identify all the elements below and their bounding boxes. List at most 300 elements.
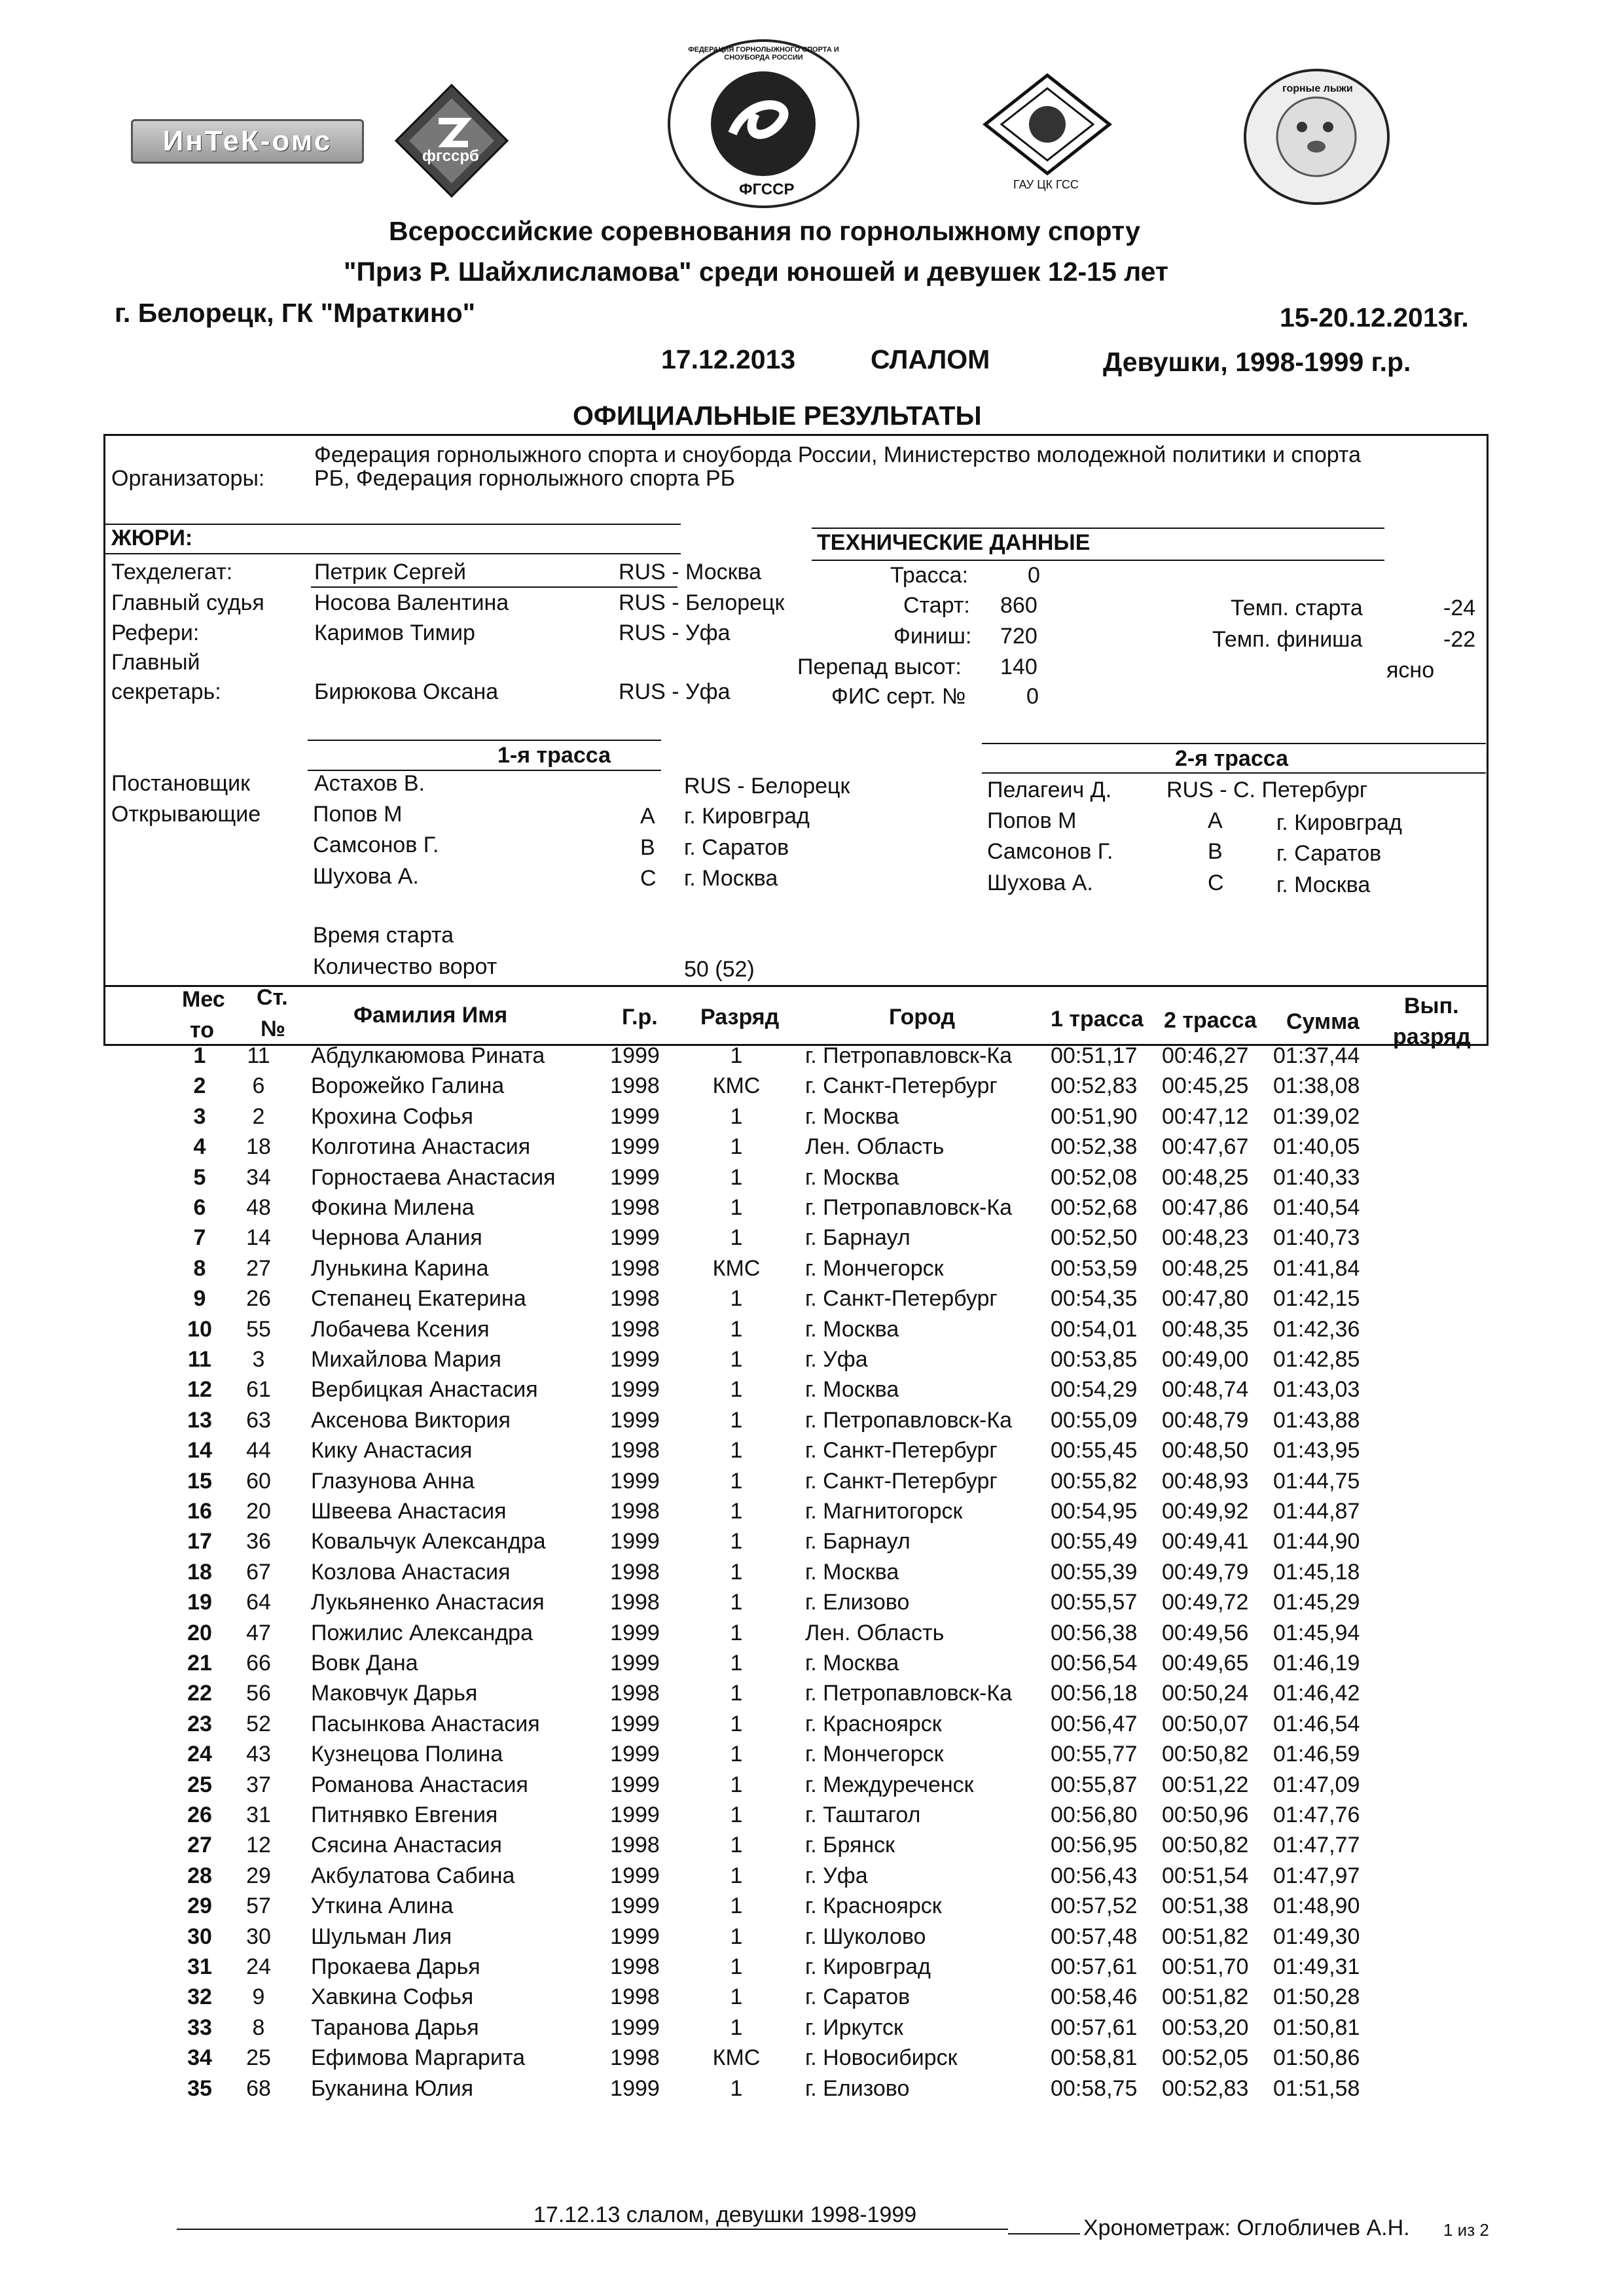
- name-cell: Горностаева Анастасия: [311, 1164, 556, 1190]
- bib-cell: 52: [246, 1711, 271, 1736]
- rank-cell: 1: [730, 1803, 743, 1827]
- rank-cell: 1: [730, 1954, 743, 1979]
- name-cell: Маковчук Дарья: [311, 1681, 478, 1706]
- rank-cell: 1: [730, 1772, 743, 1797]
- year-cell: 1998: [610, 1590, 660, 1615]
- setter-label: Постановщик: [111, 771, 251, 796]
- jury-divider: [311, 586, 677, 588]
- name-cell: Таранова Дарья: [311, 2015, 479, 2040]
- run1-cell: 00:54,95: [1051, 1499, 1138, 1524]
- run2-cell: 00:45,25: [1162, 1073, 1249, 1099]
- city-cell: г. Уфа: [805, 1863, 868, 1888]
- total-cell: 01:42,15: [1273, 1286, 1360, 1312]
- city-cell: г. Санкт-Петербург: [805, 1438, 998, 1463]
- run2-cell: 00:51,22: [1162, 1772, 1249, 1797]
- openers-label: Открывающие: [111, 802, 261, 827]
- run2-cell: 00:48,25: [1162, 1164, 1249, 1190]
- bib-cell: 8: [252, 2015, 265, 2040]
- bib-cell: 25: [246, 2045, 271, 2071]
- run2-cell: 00:49,41: [1162, 1529, 1249, 1554]
- name-cell: Кику Анастасия: [311, 1438, 473, 1463]
- rank-cell: 1: [730, 1468, 743, 1494]
- table-row: [154, 1195, 1437, 1225]
- year-cell: 1998: [610, 2045, 660, 2071]
- city-cell: г. Петропавловск-Ка: [805, 1195, 1013, 1220]
- year-cell: 1999: [610, 1529, 660, 1554]
- name-cell: Колготина Анастасия: [311, 1134, 531, 1160]
- total-cell: 01:40,05: [1273, 1134, 1360, 1160]
- city-cell: г. Санкт-Петербург: [805, 1468, 998, 1494]
- run2-cell: 00:46,27: [1162, 1043, 1249, 1068]
- run2-cell: 00:48,79: [1162, 1407, 1249, 1433]
- temp-start-label: Темп. старта: [1231, 596, 1363, 620]
- run2-cell: 00:49,65: [1162, 1651, 1249, 1676]
- run1-cell: 00:58,75: [1051, 2075, 1138, 2101]
- category: Девушки, 1998-1999 г.р.: [1103, 347, 1411, 377]
- bib-cell: 68: [246, 2075, 271, 2101]
- table-row: [154, 1772, 1437, 1803]
- course1-title: 1-я трасса: [497, 743, 611, 768]
- tech-title: ТЕХНИЧЕСКИЕ ДАННЫЕ: [817, 530, 1091, 555]
- rank-cell: 1: [730, 1043, 743, 1068]
- name-cell: Швеева Анастасия: [311, 1499, 507, 1524]
- total-cell: 01:38,08: [1273, 1073, 1360, 1099]
- run1-cell: 00:52,83: [1051, 1073, 1138, 1099]
- total-cell: 01:44,90: [1273, 1529, 1360, 1554]
- footer-page: 1 из 2: [1443, 2220, 1489, 2240]
- name-cell: Кузнецова Полина: [311, 1742, 503, 1767]
- organizers-text-2: РБ, Федерация горнолыжного спорта РБ: [314, 466, 735, 491]
- city-cell: г. Мончегорск: [805, 1255, 944, 1281]
- course1-opener-city: г. Кировград: [684, 804, 810, 829]
- total-cell: 01:45,94: [1273, 1620, 1360, 1645]
- bib-cell: 44: [246, 1438, 271, 1463]
- bib-cell: 56: [246, 1681, 271, 1706]
- run2-cell: 00:49,00: [1162, 1347, 1249, 1372]
- place-cell: 2: [193, 1073, 206, 1099]
- run2-cell: 00:51,70: [1162, 1954, 1249, 1979]
- table-row: [154, 1469, 1437, 1499]
- jury-name: Каримов Тимир: [314, 620, 475, 645]
- run1-cell: 00:55,39: [1051, 1559, 1138, 1585]
- col-header-earned-rank: Вып.: [1404, 994, 1459, 1018]
- bib-cell: 6: [252, 1073, 265, 1099]
- run2-cell: 00:50,82: [1162, 1833, 1249, 1858]
- total-cell: 01:46,59: [1273, 1742, 1360, 1767]
- run1-cell: 00:55,87: [1051, 1772, 1138, 1797]
- city-cell: г. Москва: [805, 1377, 899, 1403]
- tech-value: 0: [1028, 563, 1040, 588]
- table-row: [154, 1621, 1437, 1651]
- gau-emblem-icon: [982, 72, 1113, 177]
- rank-cell: 1: [730, 1529, 743, 1554]
- bib-cell: 9: [252, 1984, 265, 2010]
- course2-bottom-rule: [982, 772, 1486, 774]
- total-cell: 01:46,19: [1273, 1651, 1360, 1676]
- table-row: [154, 1803, 1437, 1833]
- table-row: [154, 1863, 1437, 1893]
- total-cell: 01:37,44: [1273, 1043, 1360, 1068]
- organizers-label: Организаторы:: [111, 466, 265, 491]
- place-cell: 23: [187, 1711, 212, 1736]
- total-cell: 01:47,76: [1273, 1803, 1360, 1827]
- jury-name: Бирюкова Оксана: [314, 679, 499, 704]
- course2-setter-org: RUS - С. Петербург: [1166, 778, 1368, 802]
- total-cell: 01:43,95: [1273, 1438, 1360, 1463]
- run1-cell: 00:52,50: [1051, 1225, 1138, 1251]
- run1-cell: 00:53,85: [1051, 1347, 1138, 1372]
- course2-opener-name: Попов М: [987, 808, 1077, 833]
- rank-cell: 1: [730, 1438, 743, 1463]
- total-cell: 01:47,09: [1273, 1772, 1360, 1797]
- total-cell: 01:45,18: [1273, 1559, 1360, 1585]
- footer-timing: Хронометраж: Оглобличев А.Н.: [1083, 2215, 1410, 2240]
- run2-cell: 00:49,92: [1162, 1499, 1249, 1524]
- bib-cell: 57: [246, 1893, 271, 1919]
- bib-cell: 47: [246, 1620, 271, 1645]
- table-row: [154, 1924, 1437, 1954]
- jury-org: RUS - Уфа: [619, 679, 731, 704]
- table-row: [154, 1347, 1437, 1377]
- place-cell: 3: [193, 1103, 206, 1129]
- year-cell: 1998: [610, 1954, 660, 1979]
- city-cell: г. Санкт-Петербург: [805, 1286, 998, 1312]
- year-cell: 1999: [610, 1651, 660, 1676]
- city-cell: г. Москва: [805, 1103, 899, 1129]
- name-cell: Уткина Алина: [311, 1893, 454, 1919]
- run1-cell: 00:56,38: [1051, 1620, 1138, 1645]
- table-row: [154, 1712, 1437, 1742]
- tech-top-rule: [812, 528, 1384, 529]
- place-cell: 32: [187, 1984, 212, 2010]
- rank-cell: 1: [730, 1742, 743, 1767]
- run1-cell: 00:55,49: [1051, 1529, 1138, 1554]
- rank-cell: 1: [730, 1286, 743, 1312]
- year-cell: 1999: [610, 1103, 660, 1129]
- run2-cell: 00:50,96: [1162, 1803, 1249, 1827]
- tech-bottom-rule: [812, 560, 1384, 561]
- name-cell: Лунькина Карина: [311, 1255, 489, 1281]
- course2-opener-letter: C: [1208, 870, 1224, 895]
- run2-cell: 00:47,67: [1162, 1134, 1249, 1160]
- year-cell: 1999: [610, 2015, 660, 2040]
- name-cell: Прокаева Дарья: [311, 1954, 480, 1979]
- run1-cell: 00:58,81: [1051, 2045, 1138, 2071]
- course2-opener-city: г. Москва: [1276, 872, 1371, 897]
- place-cell: 19: [187, 1590, 212, 1615]
- name-cell: Глазунова Анна: [311, 1468, 475, 1494]
- city-cell: г. Новосибирск: [805, 2045, 958, 2071]
- tech-value: 140: [1000, 655, 1038, 679]
- name-cell: Вовк Дана: [311, 1651, 418, 1676]
- run2-cell: 00:48,35: [1162, 1316, 1249, 1342]
- course1-top-rule: [308, 740, 661, 741]
- fgssr-text: ФГССР: [739, 181, 795, 198]
- organizers-text-1: Федерация горнолыжного спорта и сноуборда России, Министерство молодежной политики и спорта: [314, 442, 1362, 467]
- total-cell: 01:50,86: [1273, 2045, 1360, 2071]
- total-cell: 01:46,42: [1273, 1681, 1360, 1706]
- city-cell: г. Елизово: [805, 2075, 910, 2101]
- name-cell: Буканина Юлия: [311, 2075, 474, 2101]
- total-cell: 01:43,03: [1273, 1377, 1360, 1403]
- bib-cell: 37: [246, 1772, 271, 1797]
- event-dates: 15-20.12.2013г.: [1280, 302, 1469, 332]
- col-header-bib: №: [261, 1016, 285, 1041]
- city-cell: г. Петропавловск-Ка: [805, 1043, 1013, 1068]
- total-cell: 01:49,30: [1273, 1924, 1360, 1949]
- rank-cell: 1: [730, 1103, 743, 1129]
- bib-cell: 34: [246, 1164, 271, 1190]
- table-row: [154, 1742, 1437, 1772]
- city-cell: г. Петропавловск-Ка: [805, 1407, 1013, 1433]
- total-cell: 01:48,90: [1273, 1893, 1360, 1919]
- rank-cell: 1: [730, 1134, 743, 1160]
- course1-opener-letter: C: [640, 866, 657, 891]
- run1-cell: 00:54,35: [1051, 1286, 1138, 1312]
- place-cell: 21: [187, 1651, 212, 1676]
- place-cell: 29: [187, 1893, 212, 1919]
- fgssrb-emblem-icon: [393, 82, 511, 200]
- table-row: [154, 1225, 1437, 1255]
- bib-cell: 64: [246, 1590, 271, 1615]
- total-cell: 01:47,97: [1273, 1863, 1360, 1888]
- table-row: [154, 1529, 1437, 1559]
- bib-cell: 30: [246, 1924, 271, 1949]
- temp-start-value: -24: [1443, 596, 1476, 620]
- course2-top-rule: [982, 743, 1486, 744]
- rank-cell: 1: [730, 1559, 743, 1585]
- col-header-name: Фамилия Имя: [353, 1003, 508, 1028]
- bib-cell: 55: [246, 1316, 271, 1342]
- total-cell: 01:46,54: [1273, 1711, 1360, 1736]
- run1-cell: 00:57,48: [1051, 1924, 1138, 1949]
- city-cell: г. Уфа: [805, 1347, 868, 1372]
- gau-text: ГАУ ЦК ГСС: [1013, 178, 1079, 191]
- place-cell: 6: [193, 1195, 206, 1220]
- table-row: [154, 1256, 1437, 1286]
- year-cell: 1999: [610, 1134, 660, 1160]
- table-row: [154, 1134, 1437, 1164]
- bib-cell: 67: [246, 1559, 271, 1585]
- run2-cell: 00:48,50: [1162, 1438, 1249, 1463]
- temp-finish-label: Темп. финиша: [1212, 627, 1363, 652]
- bib-cell: 43: [246, 1742, 271, 1767]
- year-cell: 1998: [610, 1195, 660, 1220]
- rank-cell: 1: [730, 1651, 743, 1676]
- rank-cell: КМС: [712, 1255, 761, 1281]
- name-cell: Хавкина Софья: [311, 1984, 474, 2010]
- place-cell: 15: [187, 1468, 212, 1494]
- name-cell: Вербицкая Анастасия: [311, 1377, 538, 1403]
- event-place: г. Белорецк, ГК "Мраткино": [115, 298, 476, 328]
- run1-cell: 00:55,82: [1051, 1468, 1138, 1494]
- temp-finish-value: -22: [1443, 627, 1476, 652]
- jury-org: RUS - Белорецк: [619, 590, 785, 615]
- place-cell: 24: [187, 1742, 212, 1767]
- run2-cell: 00:51,82: [1162, 1984, 1249, 2010]
- city-cell: г. Барнаул: [805, 1225, 911, 1251]
- course1-opener-letter: A: [640, 804, 655, 829]
- bib-cell: 48: [246, 1195, 271, 1220]
- run1-cell: 00:56,18: [1051, 1681, 1138, 1706]
- bib-cell: 63: [246, 1407, 271, 1433]
- name-cell: Питнявко Евгения: [311, 1803, 498, 1827]
- place-cell: 22: [187, 1681, 212, 1706]
- year-cell: 1999: [610, 1893, 660, 1919]
- city-cell: г. Магнитогорск: [805, 1499, 963, 1524]
- run1-cell: 00:56,43: [1051, 1863, 1138, 1888]
- year-cell: 1998: [610, 1833, 660, 1858]
- bib-cell: 2: [252, 1103, 265, 1129]
- run1-cell: 00:56,80: [1051, 1803, 1138, 1827]
- event-subtitle: "Приз Р. Шайхлисламова" среди юношей и девушек 12-15 лет: [344, 257, 1169, 287]
- gates-label: Количество ворот: [313, 954, 497, 979]
- col-header-place: то: [190, 1018, 214, 1043]
- run2-cell: 00:51,38: [1162, 1893, 1249, 1919]
- rank-cell: 1: [730, 1377, 743, 1403]
- bib-cell: 26: [246, 1286, 271, 1312]
- course1-opener-letter: B: [640, 835, 655, 860]
- name-cell: Пожилис Александра: [311, 1620, 533, 1645]
- total-cell: 01:39,02: [1273, 1103, 1360, 1129]
- place-cell: 5: [193, 1164, 206, 1190]
- tech-label: Трасса:: [890, 563, 969, 588]
- gates-value: 50 (52): [684, 957, 755, 982]
- year-cell: 1999: [610, 1407, 660, 1433]
- city-cell: г. Москва: [805, 1164, 899, 1190]
- tech-label: ФИС серт. №: [831, 684, 966, 709]
- table-row: [154, 1499, 1437, 1529]
- city-cell: г. Красноярск: [805, 1893, 942, 1919]
- place-cell: 7: [193, 1225, 206, 1251]
- bib-cell: 31: [246, 1803, 271, 1827]
- place-cell: 10: [187, 1316, 212, 1342]
- run2-cell: 00:49,72: [1162, 1590, 1249, 1615]
- rank-cell: 1: [730, 1984, 743, 2010]
- run2-cell: 00:48,23: [1162, 1225, 1249, 1251]
- year-cell: 1998: [610, 1681, 660, 1706]
- table-row: [154, 1317, 1437, 1347]
- table-row: [154, 1560, 1437, 1590]
- place-cell: 30: [187, 1924, 212, 1949]
- name-cell: Фокина Милена: [311, 1195, 475, 1220]
- name-cell: Чернова Алания: [311, 1225, 482, 1251]
- name-cell: Лукьяненко Анастасия: [311, 1590, 545, 1615]
- run1-cell: 00:55,77: [1051, 1742, 1138, 1767]
- run1-cell: 00:54,29: [1051, 1377, 1138, 1403]
- col-header-bib: Ст.: [257, 985, 288, 1010]
- table-row: [154, 1408, 1437, 1438]
- total-cell: 01:40,33: [1273, 1164, 1360, 1190]
- run2-cell: 00:51,82: [1162, 1924, 1249, 1949]
- city-cell: Лен. Область: [805, 1134, 945, 1160]
- table-row: [154, 2015, 1437, 2045]
- table-header-top-rule: [103, 985, 1489, 987]
- year-cell: 1998: [610, 1438, 660, 1463]
- run2-cell: 00:47,80: [1162, 1286, 1249, 1312]
- tech-label: Перепад высот:: [797, 655, 962, 679]
- run2-cell: 00:52,05: [1162, 2045, 1249, 2071]
- run1-cell: 00:53,59: [1051, 1255, 1138, 1281]
- year-cell: 1999: [610, 1742, 660, 1767]
- table-row: [154, 1377, 1437, 1407]
- city-cell: г. Саратов: [805, 1984, 911, 2010]
- course2-opener-letter: A: [1208, 808, 1223, 833]
- run1-cell: 00:52,38: [1051, 1134, 1138, 1160]
- course2-setter: Пелагеич Д.: [987, 778, 1112, 802]
- city-cell: г. Барнаул: [805, 1529, 911, 1554]
- rank-cell: КМС: [712, 2045, 761, 2071]
- name-cell: Ковальчук Александра: [311, 1529, 546, 1554]
- tech-value: 720: [1000, 624, 1038, 649]
- col-header-rank: Разряд: [700, 1005, 780, 1030]
- run2-cell: 00:52,83: [1162, 2075, 1249, 2101]
- city-cell: г. Шуколово: [805, 1924, 926, 1949]
- course1-opener-name: Попов М: [313, 802, 403, 827]
- run1-cell: 00:55,45: [1051, 1438, 1138, 1463]
- total-cell: 01:43,88: [1273, 1407, 1360, 1433]
- table-row: [154, 1833, 1437, 1863]
- year-cell: 1999: [610, 1164, 660, 1190]
- place-cell: 12: [187, 1377, 212, 1403]
- place-cell: 17: [187, 1529, 212, 1554]
- rank-cell: 1: [730, 1316, 743, 1342]
- infobox-top-border: [103, 434, 1489, 436]
- place-cell: 20: [187, 1620, 212, 1645]
- run1-cell: 00:55,57: [1051, 1590, 1138, 1615]
- run2-cell: 00:47,12: [1162, 1103, 1249, 1129]
- year-cell: 1998: [610, 1286, 660, 1312]
- col-header-city: Город: [889, 1005, 956, 1030]
- event-title: Всероссийские соревнования по горнолыжному спорту: [389, 216, 1140, 246]
- rank-cell: 1: [730, 1225, 743, 1251]
- place-cell: 11: [188, 1347, 211, 1372]
- bib-cell: 18: [246, 1134, 271, 1160]
- run2-cell: 00:50,07: [1162, 1711, 1249, 1736]
- run1-cell: 00:56,54: [1051, 1651, 1138, 1676]
- city-cell: г. Таштагол: [805, 1803, 921, 1827]
- name-cell: Романова Анастасия: [311, 1772, 528, 1797]
- infobox-right-border: [1487, 434, 1489, 1046]
- course2-opener-city: г. Саратов: [1276, 841, 1382, 866]
- rank-cell: 1: [730, 1590, 743, 1615]
- rank-cell: 1: [730, 1681, 743, 1706]
- year-cell: 1999: [610, 1772, 660, 1797]
- city-cell: г. Междуреченск: [805, 1772, 974, 1797]
- table-row: [154, 1104, 1437, 1134]
- table-row: [154, 1893, 1437, 1924]
- official-results-title: ОФИЦИАЛЬНЫЕ РЕЗУЛЬТАТЫ: [573, 401, 982, 431]
- table-row: [154, 1651, 1437, 1681]
- start-time-label: Время старта: [313, 923, 454, 948]
- rank-cell: 1: [730, 1620, 743, 1645]
- fgssr-logo: [668, 39, 859, 208]
- col-header-run2: 2 трасса: [1164, 1008, 1257, 1033]
- infobox-left-border: [103, 434, 105, 1046]
- discipline: СЛАЛОМ: [871, 344, 990, 374]
- total-cell: 01:41,84: [1273, 1255, 1360, 1281]
- city-cell: г. Москва: [805, 1651, 899, 1676]
- place-cell: 25: [187, 1772, 212, 1797]
- run1-cell: 00:52,68: [1051, 1195, 1138, 1220]
- total-cell: 01:50,81: [1273, 2015, 1360, 2040]
- rank-cell: 1: [730, 1863, 743, 1888]
- jury-role: Главный: [111, 650, 200, 675]
- rank-cell: 1: [730, 1164, 743, 1190]
- intek-logo: ИнТеК-омс: [131, 119, 364, 164]
- gau-logo: [982, 72, 1113, 196]
- place-cell: 27: [187, 1833, 212, 1858]
